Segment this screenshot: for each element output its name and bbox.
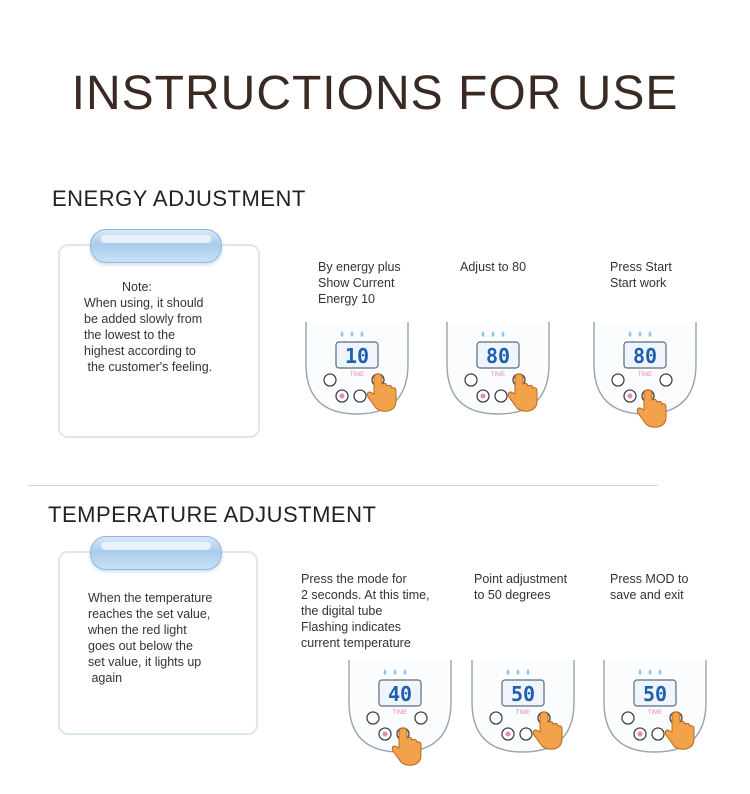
caption-line: current temperature xyxy=(301,636,411,650)
temperature-heading: TEMPERATURE ADJUSTMENT xyxy=(48,502,377,527)
note-line: When using, it should xyxy=(84,296,204,310)
time-label: TIME xyxy=(349,372,365,378)
note-line: set value, it lights up xyxy=(88,655,202,669)
note-line: highest according to xyxy=(84,344,196,358)
temperature-step-2-panel xyxy=(468,660,578,760)
energy-step-1-panel xyxy=(302,322,412,422)
caption-line: Press Start xyxy=(610,260,672,274)
energy-step-2-panel xyxy=(443,322,553,422)
panel-button xyxy=(367,712,379,724)
panel-button xyxy=(415,712,427,724)
temperature-note-text xyxy=(88,590,253,686)
page-title: INSTRUCTIONS FOR USE xyxy=(71,67,679,120)
time-label: TIME xyxy=(392,710,408,716)
temperature-note-tab xyxy=(90,536,222,570)
panel-button xyxy=(495,390,507,402)
panel-button xyxy=(465,374,477,386)
panel-button xyxy=(652,728,664,740)
lcd-value: 40 xyxy=(387,682,413,706)
panel-button xyxy=(520,728,532,740)
note-line: again xyxy=(88,671,123,685)
power-dot xyxy=(628,394,633,399)
time-label: TIME xyxy=(637,372,653,378)
power-dot xyxy=(506,732,511,737)
lcd-value: 80 xyxy=(485,344,511,368)
caption-line: Adjust to 80 xyxy=(460,260,527,274)
temperature-step-1-caption xyxy=(301,571,461,651)
caption-line: Press the mode for xyxy=(301,572,407,586)
note-line: when the red light xyxy=(88,623,187,637)
panel-button xyxy=(622,712,634,724)
energy-note-tab xyxy=(90,229,222,263)
caption-line: Show Current xyxy=(318,276,395,290)
temperature-step-1-panel xyxy=(345,660,455,760)
power-dot xyxy=(383,732,388,737)
caption-line: Start work xyxy=(610,276,667,290)
caption-line: Energy 10 xyxy=(318,292,375,306)
power-dot xyxy=(638,732,643,737)
temperature-step-3-caption xyxy=(610,571,750,603)
lcd-value: 80 xyxy=(632,344,658,368)
note-line: reaches the set value, xyxy=(88,607,211,621)
energy-heading: ENERGY ADJUSTMENT xyxy=(52,186,306,211)
note-line: be added slowly from xyxy=(84,312,203,326)
section-divider xyxy=(28,485,658,486)
caption-line: 2 seconds. At this time, xyxy=(301,588,430,602)
note-line: Note: xyxy=(122,280,152,294)
power-dot xyxy=(481,394,486,399)
caption-line: By energy plus xyxy=(318,260,401,274)
panel-button xyxy=(660,374,672,386)
energy-step-3-caption xyxy=(610,259,750,291)
energy-step-3-panel xyxy=(590,322,700,422)
energy-note-text xyxy=(84,279,254,375)
panel-button xyxy=(354,390,366,402)
panel-button xyxy=(324,374,336,386)
time-label: TIME xyxy=(647,710,663,716)
note-line: goes out below the xyxy=(88,639,193,653)
note-line: When the temperature xyxy=(88,591,213,605)
lcd-value: 50 xyxy=(510,682,536,706)
power-dot xyxy=(340,394,345,399)
time-label: TIME xyxy=(515,710,531,716)
lcd-value: 50 xyxy=(642,682,668,706)
temperature-step-3-panel xyxy=(600,660,710,760)
panel-button xyxy=(490,712,502,724)
time-label: TIME xyxy=(490,372,506,378)
energy-step-2-caption xyxy=(460,259,600,275)
note-line: the lowest to the xyxy=(84,328,176,342)
caption-line: the digital tube xyxy=(301,604,383,618)
caption-line: Flashing indicates xyxy=(301,620,402,634)
note-line: the customer's feeling. xyxy=(84,360,213,374)
energy-step-1-caption xyxy=(318,259,458,307)
temperature-step-2-caption xyxy=(474,571,614,603)
caption-line: to 50 degrees xyxy=(474,588,551,602)
caption-line: save and exit xyxy=(610,588,684,602)
panel-button xyxy=(612,374,624,386)
caption-line: Point adjustment xyxy=(474,572,568,586)
lcd-value: 10 xyxy=(344,344,370,368)
caption-line: Press MOD to xyxy=(610,572,689,586)
